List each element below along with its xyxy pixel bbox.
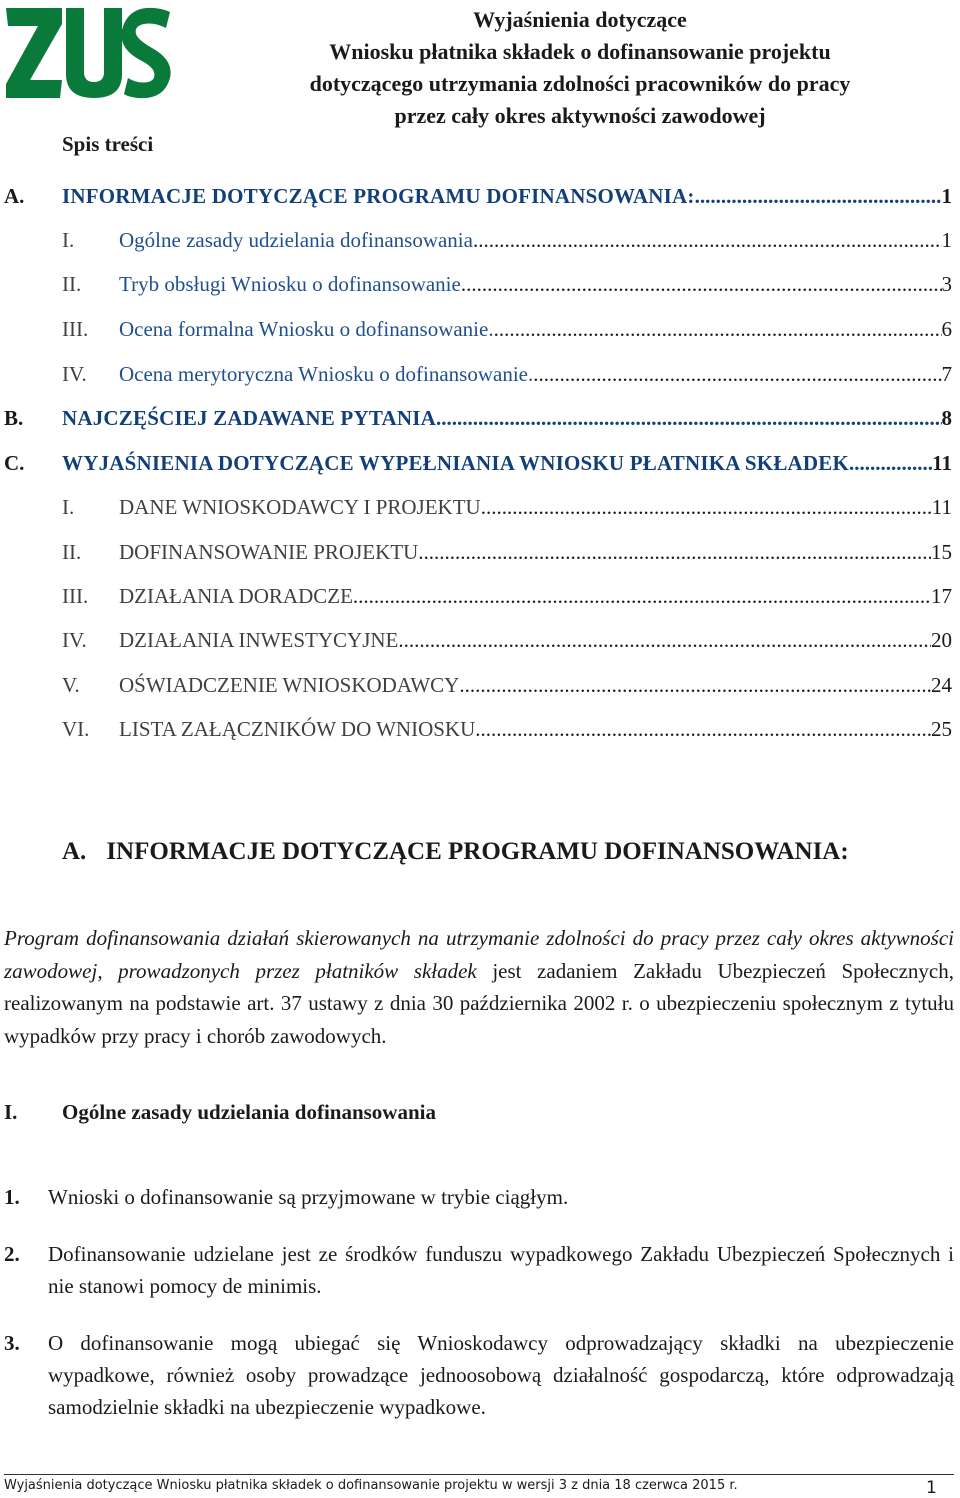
- intro-rest: jest zadaniem Zakładu Ubezpieczeń Społecznych, realizowanym na podstawie art. 37 ustawy z dnia 30 października 2002 r. o ubezpieczeniu społecznym z tytułu wypadków przy pracy i chorób zawodowych.: [4, 958, 955, 1048]
- title-line: Wniosku płatnika składek o dofinansowanie projektu: [329, 39, 831, 64]
- list-item-text: Wnioski o dofinansowanie są przyjmowane w trybie ciągłym.: [48, 1185, 569, 1209]
- toc-entry-c-i[interactable]: [0, 491, 960, 523]
- toc-entry-c-iii[interactable]: [0, 580, 960, 612]
- toc-entry-page: 1: [941, 228, 952, 252]
- toc-entry-page: 11: [931, 495, 952, 519]
- section-title: INFORMACJE DOTYCZĄCE PROGRAMU DOFINANSOWANIA:: [106, 838, 849, 865]
- toc-entry-number: I.: [62, 228, 75, 252]
- subsection-heading: [4, 1100, 436, 1125]
- subsection-title: Ogólne zasady udzielania dofinansowania: [62, 1100, 436, 1124]
- list-item-text: O dofinansowanie mogą ubiegać się Wnioskodawcy odprowadzający składki na ubezpieczenie wypadkowe, również osoby prowadzące jednoosobową działalność gospodarczą, które odprowadzają samodzielnie składki na ubezpieczenie wypadkowe.: [48, 1331, 954, 1419]
- toc-entry-label: WYJAŚNIENIA DOTYCZĄCE WYPEŁNIANIA WNIOSKU PŁATNIKA SKŁADEK: [62, 451, 850, 475]
- toc-entry-page: 6: [941, 317, 952, 341]
- list-item: [4, 1238, 954, 1302]
- toc-entry-label: Ocena merytoryczna Wniosku o dofinansowanie.: [119, 362, 534, 386]
- list-item-number: 2.: [4, 1242, 20, 1266]
- toc-entry-page: 1: [941, 184, 952, 208]
- toc-entry-number: IV.: [62, 362, 87, 386]
- list-item: [4, 1181, 954, 1213]
- document-title: [230, 4, 930, 132]
- toc-entry-label: Tryb obsługi Wniosku o dofinansowanie: [119, 272, 461, 296]
- toc-heading: Spis treści: [62, 132, 154, 156]
- toc-entry-page: 24: [931, 673, 952, 697]
- toc-entry-number: C.: [4, 451, 25, 475]
- toc-entry-number: III.: [62, 584, 89, 608]
- section-number: A.: [62, 838, 87, 865]
- list-item-text: Dofinansowanie udzielane jest ze środków funduszu wypadkowego Zakładu Ubezpieczeń Społecznych i nie stanowi pomocy de minimis.: [48, 1242, 954, 1298]
- toc-entry-a-iv[interactable]: [0, 358, 960, 390]
- toc-entry-page: 17: [931, 584, 952, 608]
- toc-entry-label: Ogólne zasady udzielania dofinansowania: [119, 228, 473, 252]
- toc-entry-page: 20: [931, 628, 952, 652]
- toc-entry-c-ii[interactable]: [0, 536, 960, 568]
- toc-entry-page: 25: [931, 717, 952, 741]
- toc-entry-b[interactable]: [0, 402, 960, 434]
- toc-entry-label: INFORMACJE DOTYCZĄCE PROGRAMU DOFINANSOWANIA:: [62, 184, 695, 208]
- toc-entry-number: VI.: [62, 717, 90, 741]
- toc-entry-c-iv[interactable]: [0, 624, 960, 656]
- toc-entry-page: 7: [941, 362, 952, 386]
- toc-entry-label: DANE WNIOSKODAWCY I PROJEKTU: [119, 495, 481, 519]
- toc-entry-label: DZIAŁANIA INWESTYCYJNE: [119, 628, 399, 652]
- page-number: 1: [926, 1478, 937, 1498]
- toc-entry-page: 8: [941, 406, 952, 430]
- toc-entry-label: DOFINANSOWANIE PROJEKTU: [119, 540, 419, 564]
- toc-entry-a-i[interactable]: [0, 224, 960, 256]
- title-line: przez cały okres aktywności zawodowej: [394, 103, 766, 128]
- intro-paragraph: [4, 922, 954, 1052]
- list-item-number: 1.: [4, 1185, 20, 1209]
- toc-entry-c-v[interactable]: [0, 669, 960, 701]
- footer-divider: [4, 1474, 954, 1475]
- toc-entry-label: Ocena formalna Wniosku o dofinansowanie.: [119, 317, 494, 341]
- toc-entry-number: I.: [62, 495, 75, 519]
- toc-entry-a-iii[interactable]: [0, 313, 960, 345]
- list-item-number: 3.: [4, 1331, 20, 1355]
- footer-text: Wyjaśnienia dotyczące Wniosku płatnika składek o dofinansowanie projektu w wersji 3 z dnia 18 czerwca 2015 r.: [4, 1478, 738, 1493]
- intro-italic: Program dofinansowania działań skierowanych na utrzymanie zdolności do pracy przez cały okres aktywności zawodowej, prowadzonych przez płatników składek: [4, 926, 954, 983]
- toc-entry-label: NAJCZĘŚCIEJ ZADAWANE PYTANIA: [62, 406, 436, 430]
- toc-entry-c-vi[interactable]: [0, 713, 960, 745]
- toc-entry-number: B.: [4, 406, 24, 430]
- toc-entry-page: 3: [941, 272, 952, 296]
- toc-entry-number: V.: [62, 673, 80, 697]
- section-heading-a: [62, 838, 849, 866]
- toc-entry-number: III.: [62, 317, 89, 341]
- toc-entry-a[interactable]: [0, 180, 960, 212]
- toc-entry-label: OŚWIADCZENIE WNIOSKODAWCY: [119, 673, 460, 697]
- title-line: dotyczącego utrzymania zdolności pracowników do pracy: [309, 71, 851, 96]
- list-item: [4, 1327, 954, 1423]
- toc-entry-number: IV.: [62, 628, 87, 652]
- toc-entry-label: LISTA ZAŁĄCZNIKÓW DO WNIOSKU: [119, 717, 476, 741]
- subsection-number: I.: [4, 1100, 18, 1124]
- zus-logo: [4, 2, 174, 102]
- toc-entry-label: DZIAŁANIA DORADCZE: [119, 584, 353, 608]
- toc-entry-a-ii[interactable]: [0, 268, 960, 300]
- title-line: Wyjaśnienia dotyczące: [473, 7, 687, 32]
- toc-entry-number: II.: [62, 540, 82, 564]
- toc-entry-number: II.: [62, 272, 82, 296]
- toc-entry-number: A.: [4, 184, 25, 208]
- toc-entry-page: 15: [931, 540, 952, 564]
- toc-entry-page: 11: [932, 451, 952, 475]
- toc-entry-c[interactable]: [0, 447, 960, 479]
